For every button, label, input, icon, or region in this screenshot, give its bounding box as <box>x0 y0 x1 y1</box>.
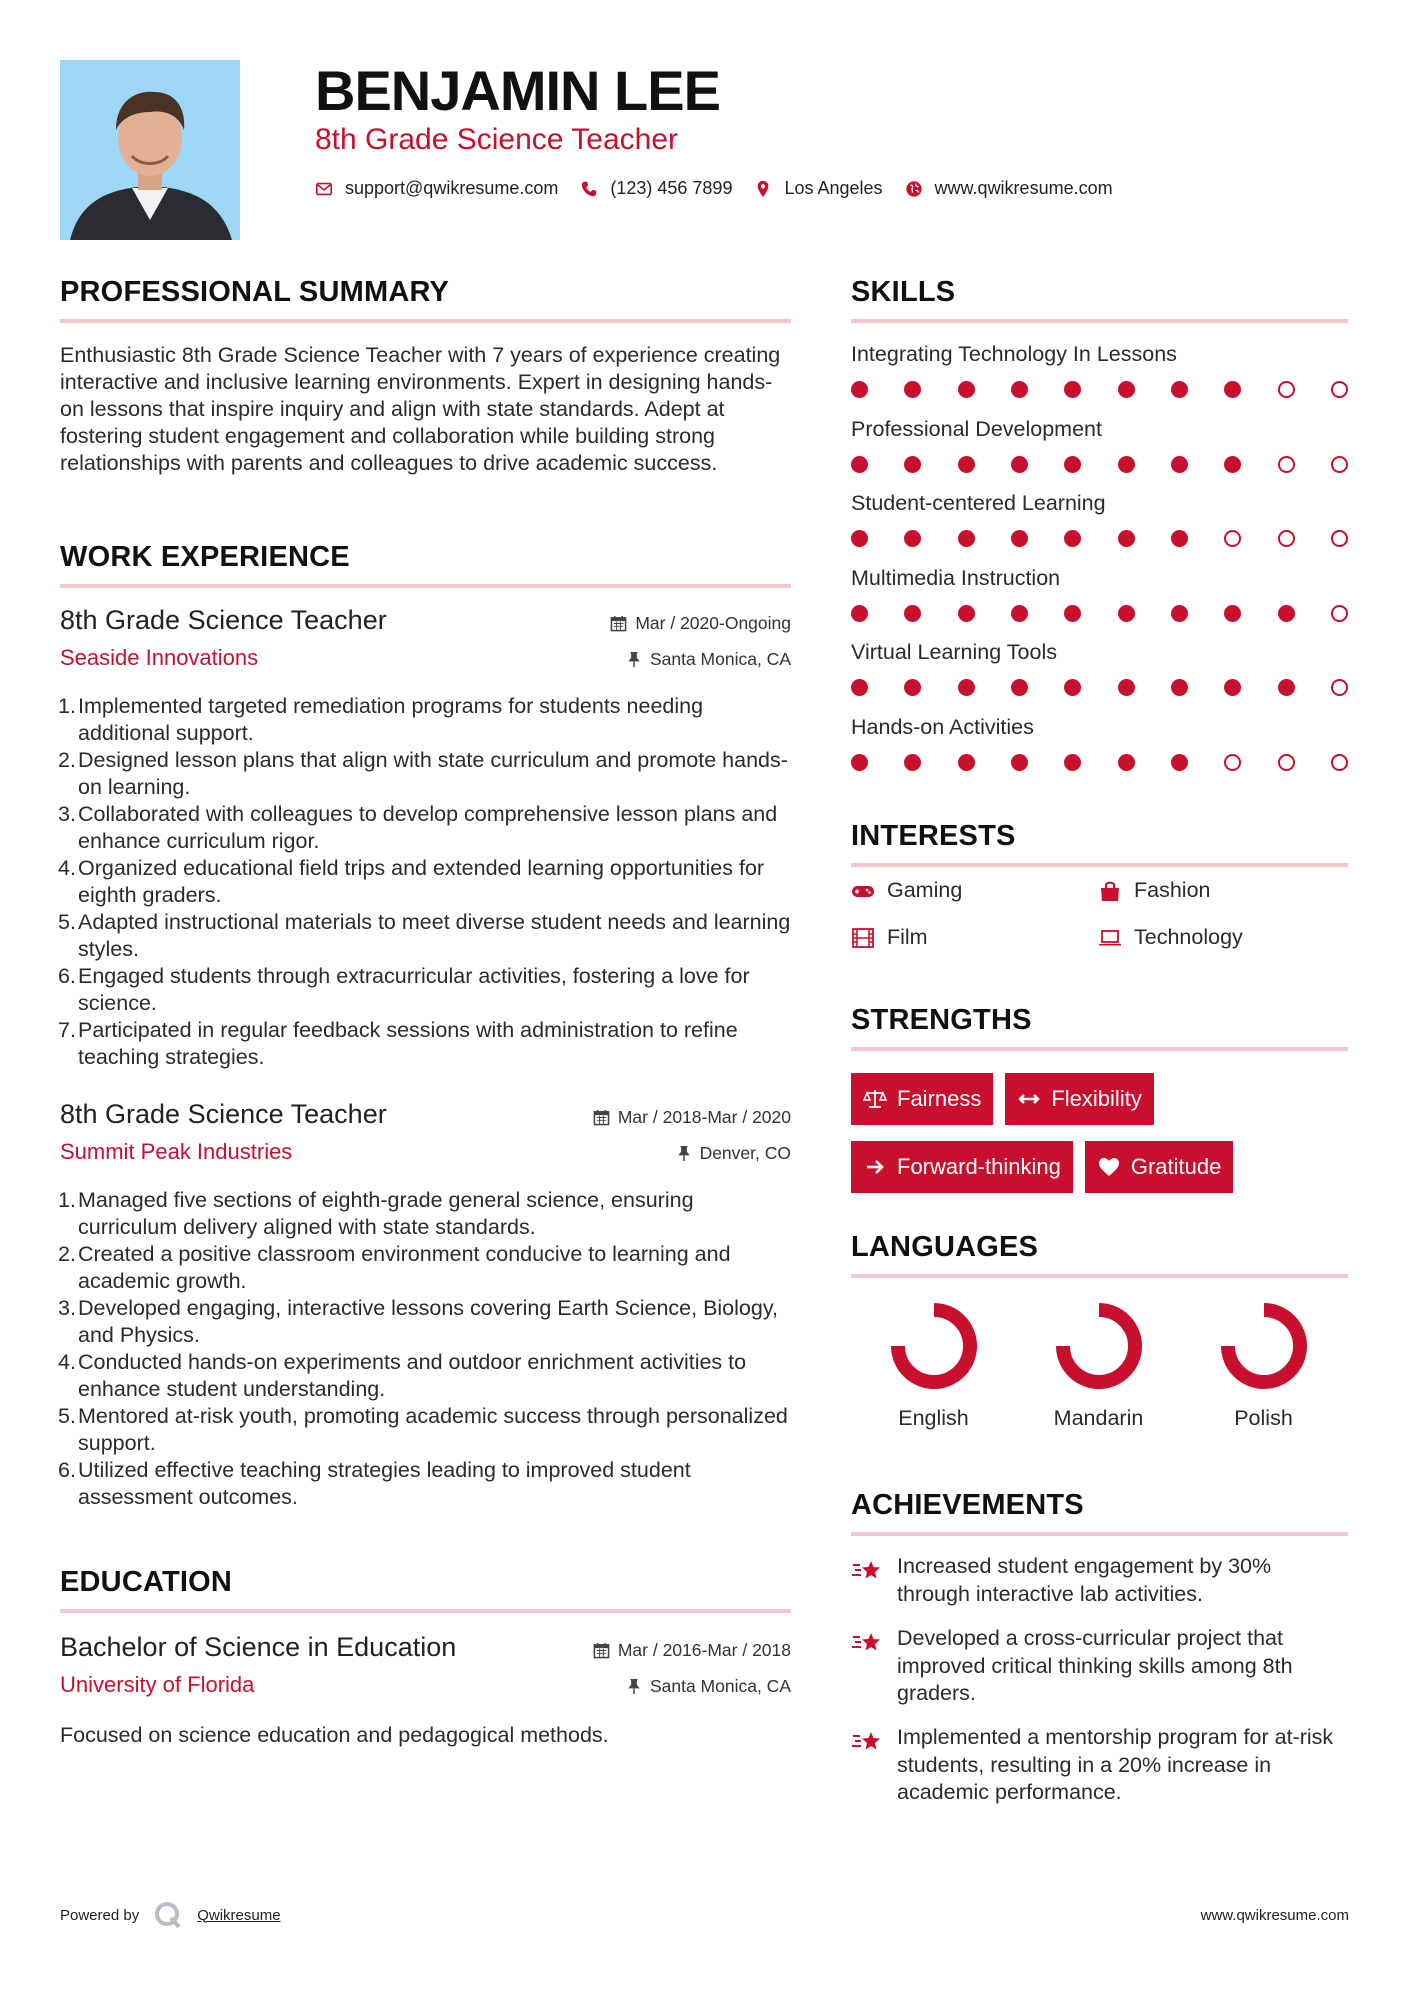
rating-dot-filled <box>1118 381 1135 398</box>
bullet-number: 1. <box>58 694 76 718</box>
job-bullet <box>60 855 791 909</box>
shooting-star-icon <box>851 1726 883 1758</box>
rating-dot-empty <box>1331 679 1348 696</box>
rating-dot-filled <box>958 754 975 771</box>
job-bullet <box>60 801 791 855</box>
skill-item <box>851 417 1348 473</box>
bullet-number: 6. <box>58 1458 76 1482</box>
interest-label: Technology <box>1134 925 1243 949</box>
interest-technology <box>1098 925 1243 950</box>
rating-dot-filled <box>1224 456 1241 473</box>
bullet-number: 4. <box>58 856 76 880</box>
strength-flexibility <box>1005 1073 1153 1125</box>
skill-rating <box>851 679 1348 696</box>
education-location <box>626 1676 791 1697</box>
section-divider <box>851 319 1348 323</box>
rating-dot-filled <box>1224 679 1241 696</box>
pushpin-icon <box>626 1678 642 1695</box>
education-degree: Bachelor of Science in Education <box>60 1632 457 1662</box>
phone-icon <box>580 180 598 198</box>
rating-dot-empty <box>1278 754 1295 771</box>
bullet-number: 3. <box>58 1296 76 1320</box>
interest-gaming <box>851 878 962 903</box>
calendar-icon <box>593 1109 610 1126</box>
bullet-text: Utilized effective teaching strategies leading to improved student assessment outcomes. <box>78 1458 691 1509</box>
job-location <box>626 649 791 670</box>
interest-label: Gaming <box>887 878 963 902</box>
skill-name: Hands-on Activities <box>851 714 1034 739</box>
rating-dot-empty <box>1331 530 1348 547</box>
rating-dot-filled <box>958 679 975 696</box>
contact-website[interactable] <box>905 178 1113 199</box>
strength-label: Forward-thinking <box>897 1154 1061 1179</box>
language-name: Polish <box>1234 1406 1293 1430</box>
rating-dot-filled <box>1171 679 1188 696</box>
bullet-number: 2. <box>58 1242 76 1266</box>
job-title: 8th Grade Science Teacher <box>60 605 387 635</box>
contact-email[interactable] <box>315 178 558 199</box>
skill-item <box>851 715 1348 771</box>
language-proficiency-arc <box>1228 1310 1300 1382</box>
arrows-horizontal-icon <box>1017 1087 1041 1111</box>
job-title: 8th Grade Science Teacher <box>60 1099 387 1129</box>
job-entry-1 <box>60 605 791 1071</box>
job-bullet <box>60 1017 791 1071</box>
skill-item <box>851 491 1348 547</box>
job-bullet <box>60 963 791 1017</box>
language-proficiency-arc <box>898 1310 970 1382</box>
rating-dot-filled <box>958 456 975 473</box>
skill-name: Virtual Learning Tools <box>851 640 1057 664</box>
interest-label: Fashion <box>1134 878 1211 902</box>
bullet-text: Collaborated with colleagues to develop comprehensive lesson plans and enhance curriculum rigor. <box>78 802 778 853</box>
job-bullet <box>60 1457 791 1511</box>
contact-email-text: support@qwikresume.com <box>345 178 559 198</box>
interests-section <box>851 820 1348 867</box>
balance-scale-icon <box>863 1087 887 1111</box>
strengths-list <box>851 1073 1348 1209</box>
envelope-icon <box>315 180 333 198</box>
rating-dot-filled <box>1118 754 1135 771</box>
skill-rating <box>851 530 1348 547</box>
interest-fashion <box>1098 878 1211 903</box>
skill-rating <box>851 381 1348 398</box>
achievement-item <box>851 1553 1348 1608</box>
rating-dot-filled <box>1118 456 1135 473</box>
education-school: University of Florida <box>60 1672 255 1697</box>
strength-fairness <box>851 1073 993 1125</box>
map-pin-icon <box>754 180 772 198</box>
job-date <box>610 613 791 634</box>
bullet-text: Implemented targeted remediation programs for students needing additional support. <box>78 694 704 745</box>
rating-dot-empty <box>1278 530 1295 547</box>
job-entry-2 <box>60 1099 791 1511</box>
strength-label: Fairness <box>897 1086 982 1111</box>
rating-dot-filled <box>904 530 921 547</box>
strength-forward-thinking <box>851 1141 1073 1193</box>
skill-name: Student-centered Learning <box>851 491 1106 515</box>
shooting-star-icon <box>851 1555 883 1587</box>
bullet-text: Managed five sections of eighth-grade general science, ensuring curriculum delivery aligned with state standards. <box>78 1188 694 1239</box>
footer-powered-by <box>60 1900 281 1930</box>
rating-dot-filled <box>1064 754 1081 771</box>
bullet-number: 5. <box>58 910 76 934</box>
skill-rating <box>851 456 1348 473</box>
skill-item <box>851 342 1348 398</box>
bullet-number: 7. <box>58 1018 76 1042</box>
calendar-icon <box>593 1642 610 1659</box>
job-date-text: Mar / 2018-Mar / 2020 <box>617 1107 791 1127</box>
section-divider <box>851 863 1348 867</box>
job-bullet <box>60 1403 791 1457</box>
contact-phone-text: (123) 456 7899 <box>610 178 733 198</box>
achievement-item <box>851 1724 1348 1807</box>
calendar-icon <box>610 615 627 632</box>
rating-dot-filled <box>1064 381 1081 398</box>
job-bullet <box>60 909 791 963</box>
contact-phone[interactable] <box>580 178 732 199</box>
gamepad-icon <box>851 879 875 903</box>
achievement-text: Increased student engagement by 30% through interactive lab activities. <box>897 1554 1272 1606</box>
rating-dot-filled <box>851 605 868 622</box>
contact-location <box>754 178 882 199</box>
film-icon <box>851 926 875 950</box>
strengths-section <box>851 1004 1348 1051</box>
rating-dot-filled <box>851 754 868 771</box>
strength-label: Gratitude <box>1130 1154 1222 1179</box>
skill-rating <box>851 605 1348 622</box>
job-responsibilities <box>60 693 791 1071</box>
education-section <box>60 1566 791 1613</box>
skill-rating <box>851 754 1348 771</box>
skill-item <box>851 640 1348 696</box>
job-company: Summit Peak Industries <box>60 1139 293 1164</box>
rating-dot-empty <box>1331 605 1348 622</box>
qwikresume-logo-icon <box>153 1900 183 1930</box>
bullet-text: Developed engaging, interactive lessons covering Earth Science, Biology, and Physics. <box>78 1296 778 1347</box>
job-location-text: Santa Monica, CA <box>649 649 791 669</box>
rating-dot-filled <box>1224 605 1241 622</box>
job-bullet <box>60 1349 791 1403</box>
experience-heading: WORK EXPERIENCE <box>60 541 350 573</box>
rating-dot-empty <box>1331 381 1348 398</box>
globe-icon <box>905 180 923 198</box>
shopping-bag-icon <box>1098 879 1122 903</box>
rating-dot-filled <box>904 605 921 622</box>
rating-dot-filled <box>1171 605 1188 622</box>
bullet-text: Conducted hands-on experiments and outdoor enrichment activities to enhance student understanding. <box>78 1350 747 1401</box>
languages-heading: LANGUAGES <box>851 1231 1039 1263</box>
languages-section <box>851 1231 1348 1278</box>
laptop-icon <box>1098 926 1122 950</box>
achievements-section <box>851 1489 1348 1536</box>
qwikresume-link[interactable]: Qwikresume <box>197 1906 281 1924</box>
language-ring <box>1051 1298 1147 1394</box>
section-divider <box>851 1274 1348 1278</box>
bullet-text: Engaged students through extracurricular activities, fostering a love for science. <box>78 964 750 1015</box>
rating-dot-filled <box>958 530 975 547</box>
rating-dot-filled <box>1064 456 1081 473</box>
language-item <box>851 1298 1016 1431</box>
rating-dot-filled <box>851 456 868 473</box>
skills-heading: SKILLS <box>851 276 956 308</box>
rating-dot-filled <box>1171 456 1188 473</box>
summary-section <box>60 276 791 323</box>
languages-list <box>851 1298 1348 1431</box>
rating-dot-filled <box>1064 679 1081 696</box>
rating-dot-filled <box>958 381 975 398</box>
language-item <box>1016 1298 1181 1431</box>
summary-heading: PROFESSIONAL SUMMARY <box>60 276 450 308</box>
rating-dot-filled <box>1278 679 1295 696</box>
powered-by-label: Powered by <box>60 1906 140 1924</box>
rating-dot-filled <box>1118 679 1135 696</box>
interest-label: Film <box>887 925 928 949</box>
education-location-text: Santa Monica, CA <box>649 1676 791 1696</box>
achievement-text: Implemented a mentorship program for at-risk students, resulting in a 20% increase in academic performance. <box>897 1725 1334 1804</box>
language-name: English <box>898 1406 969 1430</box>
rating-dot-filled <box>958 605 975 622</box>
rating-dot-empty <box>1278 381 1295 398</box>
language-ring <box>1216 1298 1312 1394</box>
section-divider <box>851 1047 1348 1051</box>
bullet-number: 2. <box>58 748 76 772</box>
summary-text: Enthusiastic 8th Grade Science Teacher with 7 years of experience creating interactive and inclusive learning environments. Expert in designing hands-on lessons that inspire inquiry and align with state standards. Adept at fostering student engagement and collaboration while building strong relationships with parents and colleagues to drive academic success. <box>60 343 781 475</box>
bullet-number: 3. <box>58 802 76 826</box>
bullet-text: Organized educational field trips and extended learning opportunities for eighth graders. <box>78 856 765 907</box>
job-date-text: Mar / 2020-Ongoing <box>635 613 791 633</box>
rating-dot-filled <box>1118 605 1135 622</box>
rating-dot-filled <box>904 456 921 473</box>
profile-photo <box>60 60 240 240</box>
job-bullet <box>60 693 791 747</box>
footer-url[interactable]: www.qwikresume.com <box>1200 1907 1349 1924</box>
bullet-number: 5. <box>58 1404 76 1428</box>
job-bullet <box>60 1295 791 1349</box>
education-entry <box>60 1632 791 1749</box>
bullet-number: 6. <box>58 964 76 988</box>
job-bullet <box>60 747 791 801</box>
strengths-heading: STRENGTHS <box>851 1004 1032 1036</box>
achievement-text: Developed a cross-curricular project that improved critical thinking skills among 8th graders. <box>897 1626 1293 1705</box>
bullet-text: Adapted instructional materials to meet diverse student needs and learning styles. <box>78 910 791 961</box>
rating-dot-filled <box>1011 754 1028 771</box>
job-bullet <box>60 1187 791 1241</box>
skill-name: Multimedia Instruction <box>851 565 1061 590</box>
section-divider <box>60 1609 791 1613</box>
rating-dot-filled <box>1011 530 1028 547</box>
rating-dot-filled <box>1011 679 1028 696</box>
rating-dot-filled <box>1011 605 1028 622</box>
achievements-heading: ACHIEVEMENTS <box>851 1489 1084 1521</box>
rating-dot-empty <box>1224 754 1241 771</box>
language-ring <box>886 1298 982 1394</box>
rating-dot-filled <box>1171 754 1188 771</box>
rating-dot-filled <box>904 381 921 398</box>
rating-dot-filled <box>1064 530 1081 547</box>
bullet-number: 1. <box>58 1188 76 1212</box>
job-date <box>593 1107 791 1128</box>
job-bullet <box>60 1241 791 1295</box>
rating-dot-filled <box>851 679 868 696</box>
interests-list <box>851 878 1348 972</box>
bullet-text: Designed lesson plans that align with state curriculum and promote hands-on learning. <box>78 748 788 799</box>
rating-dot-empty <box>1278 456 1295 473</box>
rating-dot-empty <box>1331 754 1348 771</box>
education-heading: EDUCATION <box>60 1566 233 1598</box>
rating-dot-filled <box>851 381 868 398</box>
rating-dot-filled <box>1118 530 1135 547</box>
strength-label: Flexibility <box>1051 1086 1142 1111</box>
skill-name: Integrating Technology In Lessons <box>851 342 1177 366</box>
bullet-text: Created a positive classroom environment conducive to learning and academic growth. <box>78 1242 731 1293</box>
rating-dot-filled <box>1171 381 1188 398</box>
shooting-star-icon <box>851 1627 883 1659</box>
section-divider <box>851 1532 1348 1536</box>
rating-dot-filled <box>904 754 921 771</box>
skills-section <box>851 276 1348 323</box>
rating-dot-filled <box>1278 605 1295 622</box>
bullet-text: Participated in regular feedback sessions with administration to refine teaching strategies. <box>78 1018 738 1069</box>
section-divider <box>60 319 791 323</box>
education-date <box>593 1640 791 1661</box>
candidate-title: 8th Grade Science Teacher <box>315 123 679 156</box>
skill-name: Professional Development <box>851 416 1102 441</box>
job-location-text: Denver, CO <box>699 1143 791 1163</box>
rating-dot-filled <box>1171 530 1188 547</box>
language-item <box>1181 1298 1346 1431</box>
contact-location-text: Los Angeles <box>784 178 883 198</box>
bullet-text: Mentored at-risk youth, promoting academic success through personalized support. <box>78 1404 788 1455</box>
arrow-right-icon <box>863 1155 887 1179</box>
job-responsibilities <box>60 1187 791 1511</box>
language-name: Mandarin <box>1053 1406 1144 1430</box>
job-company: Seaside Innovations <box>60 645 259 670</box>
profile-photo-illustration <box>60 60 240 240</box>
rating-dot-filled <box>1011 381 1028 398</box>
rating-dot-filled <box>1011 456 1028 473</box>
candidate-name: BENJAMIN LEE <box>315 59 720 122</box>
experience-section <box>60 541 791 588</box>
education-description: Focused on science education and pedagogical methods. <box>60 1723 609 1747</box>
language-proficiency-arc <box>1063 1310 1135 1382</box>
rating-dot-filled <box>904 679 921 696</box>
contact-website-text: www.qwikresume.com <box>934 178 1113 198</box>
rating-dot-empty <box>1224 530 1241 547</box>
section-divider <box>60 584 791 588</box>
achievement-item <box>851 1625 1348 1708</box>
rating-dot-filled <box>1064 605 1081 622</box>
rating-dot-filled <box>1224 381 1241 398</box>
job-location <box>676 1143 791 1164</box>
interest-film <box>851 925 928 950</box>
strength-gratitude <box>1085 1141 1234 1193</box>
bullet-number: 4. <box>58 1350 76 1374</box>
pushpin-icon <box>676 1145 692 1162</box>
interests-heading: INTERESTS <box>851 820 1016 852</box>
pushpin-icon <box>626 651 642 668</box>
rating-dot-filled <box>851 530 868 547</box>
contact-bar <box>315 178 1123 199</box>
skill-item <box>851 566 1348 622</box>
education-date-text: Mar / 2016-Mar / 2018 <box>617 1640 791 1660</box>
rating-dot-empty <box>1331 456 1348 473</box>
heart-icon <box>1097 1155 1121 1179</box>
